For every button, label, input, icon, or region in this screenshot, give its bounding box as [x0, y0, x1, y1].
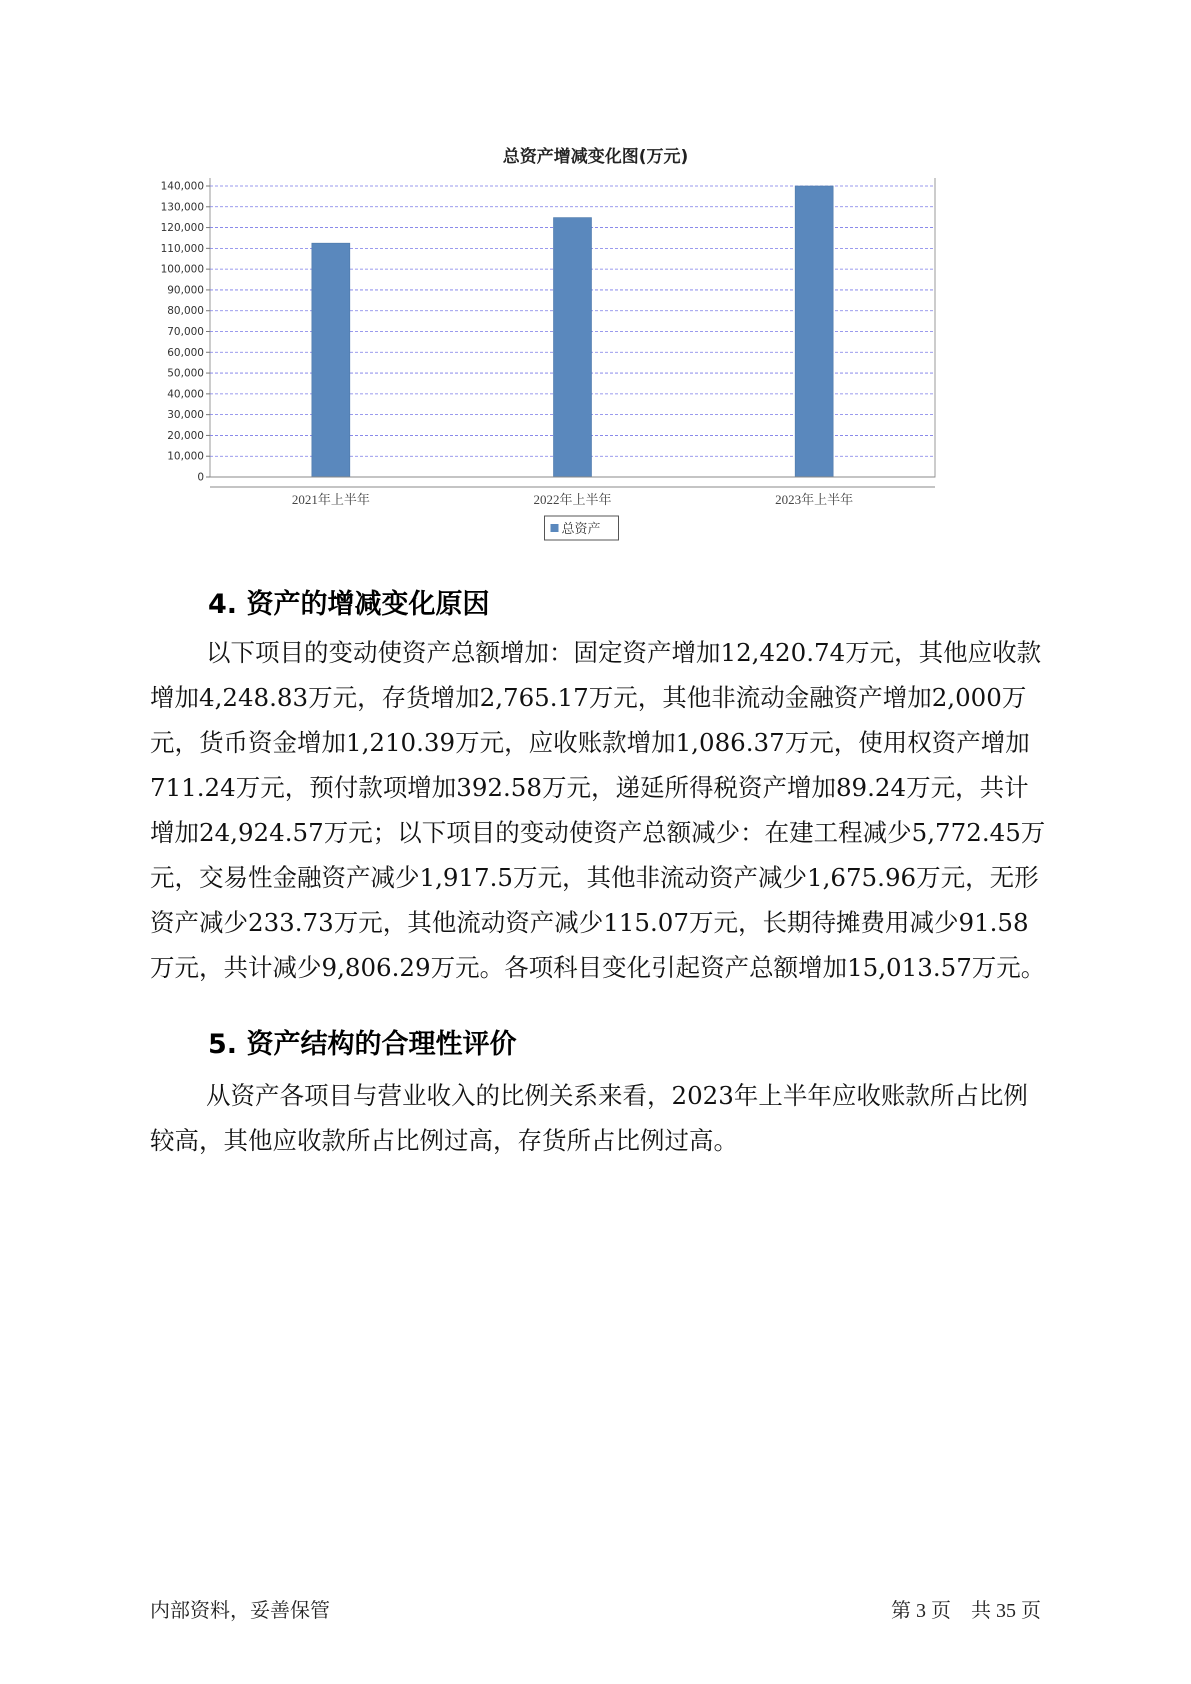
- section-4-paragraph: 以下项目的变动使资产总额增加：固定资产增加12,420.74万元，其他应收款增加4,248.83万元，存货增加2,765.17万元，其他非流动金融资产增加2,000万元，货币资金增加1,210.39万元，应收账款增加1,086.37万元，使用权资产增加711.24万元，预付款项增加392.58万元，递延所得税资产增加89.24万元，共计增加24,924.57万元；以下项目的变动使资产总额减少：在建工程减少5,772.45万元，交易性金融资产减少1,917.5万元，其他非流动资产减少1,675.96万元，无形资产减少233.73万元，其他流动资产减少115.07万元，长期待摊费用减少91.58万元，共计减少9,806.29万元。各项科目变化引起资产总额增加15,013.57万元。: [150, 638, 1046, 982]
- section-4-heading: 4. 资产的增减变化原因: [208, 589, 490, 620]
- chart-legend: [545, 516, 619, 540]
- y-tick-label: 140,000: [160, 180, 204, 193]
- bar: [795, 186, 833, 477]
- y-tick-label: 20,000: [167, 429, 204, 442]
- section-5-heading: 5. 资产结构的合理性评价: [208, 1029, 517, 1060]
- x-category-label: 2021年上半年: [291, 492, 370, 507]
- chart-title: 总资产增减变化图(万元): [502, 147, 689, 167]
- x-axis: [210, 477, 935, 507]
- y-tick-label: 10,000: [167, 450, 204, 463]
- bar: [554, 218, 592, 477]
- y-tick-label: 30,000: [167, 409, 204, 422]
- y-axis: [161, 181, 210, 484]
- x-category-label: 2023年上半年: [775, 492, 854, 507]
- footer-page-number: 第 3 页 共 35 页: [891, 1600, 1041, 1622]
- y-tick-label: 50,000: [167, 367, 204, 380]
- y-tick-label: 60,000: [167, 346, 204, 359]
- y-tick-label: 40,000: [167, 388, 204, 401]
- bar: [312, 243, 350, 477]
- legend-swatch: [551, 524, 559, 532]
- y-tick-label: 120,000: [160, 222, 204, 235]
- y-tick-label: 90,000: [167, 284, 204, 297]
- asset-bar-chart: [150, 178, 950, 548]
- y-tick-label: 100,000: [160, 263, 204, 276]
- legend-label: 总资产: [561, 522, 601, 537]
- y-tick-label: 0: [197, 471, 204, 484]
- section-5-paragraph: 从资产各项目与营业收入的比例关系来看，2023年上半年应收账款所占比例较高，其他应收款所占比例过高，存货所占比例过高。: [150, 1081, 1028, 1155]
- footer-left: 内部资料，妥善保管: [150, 1600, 330, 1622]
- y-tick-label: 80,000: [167, 305, 204, 318]
- y-tick-label: 70,000: [167, 326, 204, 338]
- y-tick-label: 130,000: [160, 201, 204, 214]
- y-tick-label: 110,000: [160, 242, 204, 255]
- x-category-label: 2022年上半年: [533, 492, 612, 507]
